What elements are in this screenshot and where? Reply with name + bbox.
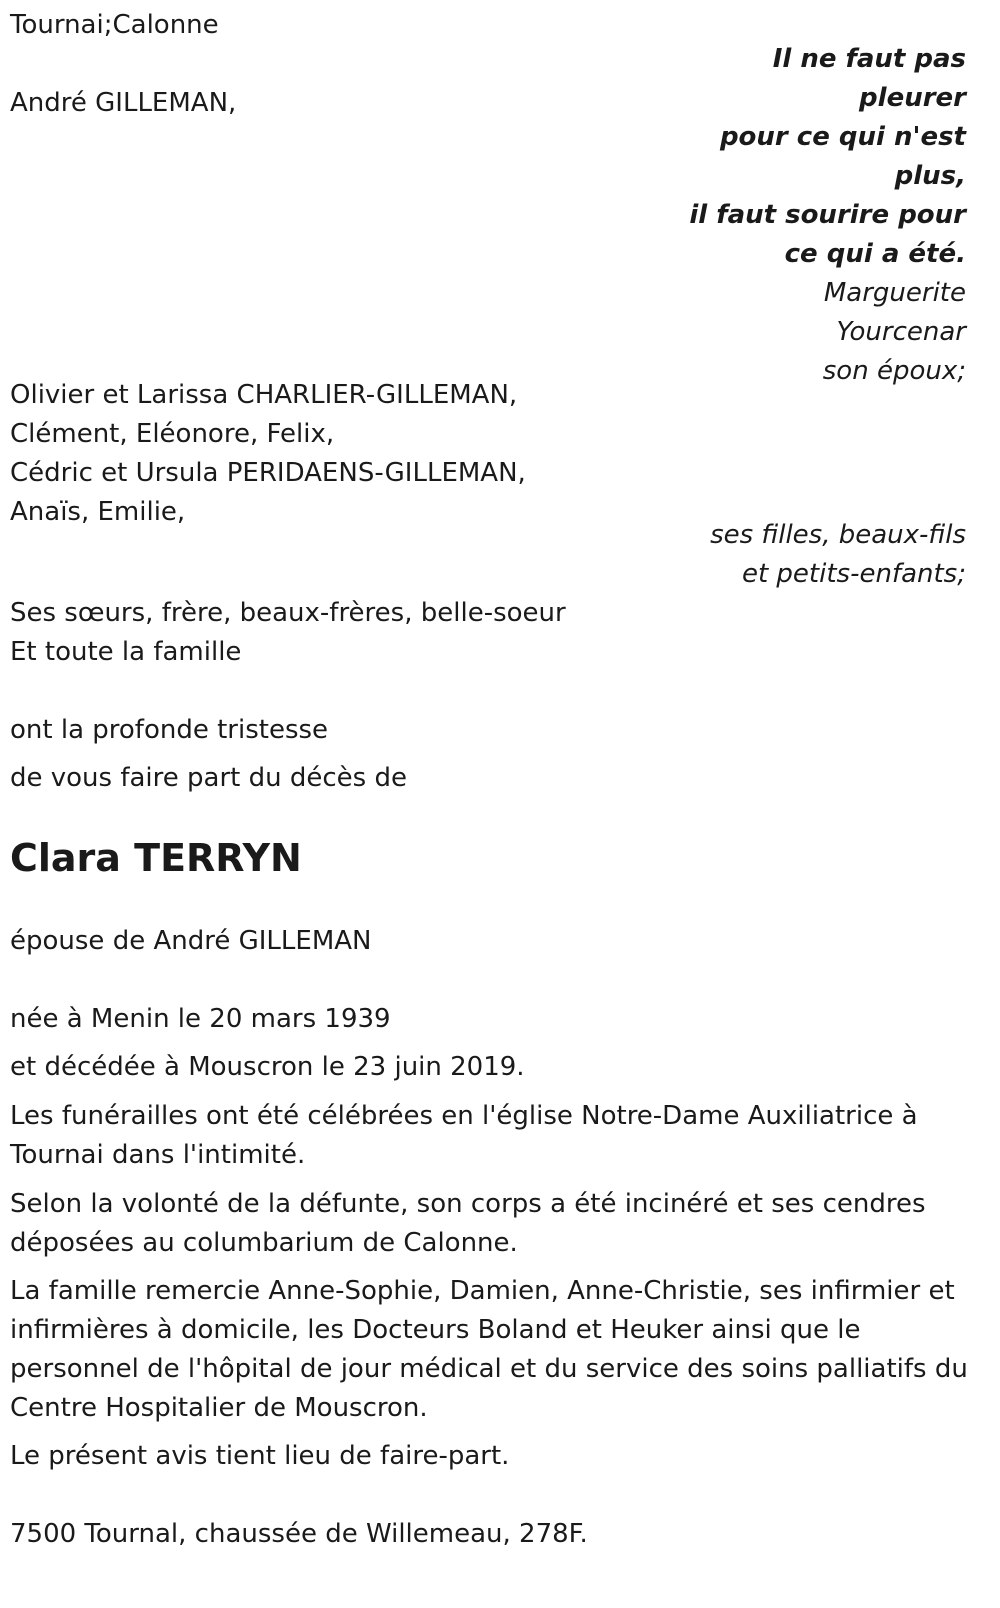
notice-paragraph: Le présent avis tient lieu de faire-part. [10, 1441, 510, 1471]
quote-author: Yourcenar [836, 317, 966, 347]
quote-line: pleurer [859, 83, 966, 113]
children-relation [710, 516, 966, 594]
quote-block [689, 40, 966, 391]
announcement-line: de vous faire part du décès de [10, 763, 407, 793]
thanks-paragraph: La famille remercie Anne-Sophie, Damien, Anne-Christie, ses infirmier et infirmières à domicile, les Docteurs Boland et Heuker ainsi que le personnel de l'hôpital de jour médical et du service des soins palliatifs du Centre Hospitalier de Mouscron. [10, 1276, 968, 1423]
children-line: Clément, Eléonore, Felix, [10, 419, 335, 449]
spouse-line: épouse de André GILLEMAN [10, 926, 372, 956]
quote-author: Marguerite [823, 278, 966, 308]
quote-line: Il ne faut pas [772, 44, 966, 74]
children-line: Olivier et Larissa CHARLIER-GILLEMAN, [10, 380, 518, 410]
children-line: Cédric et Ursula PERIDAENS-GILLEMAN, [10, 458, 526, 488]
address-line: 7500 Tournal, chaussée de Willemeau, 278F. [10, 1519, 588, 1549]
place-header: Tournai;Calonne [10, 10, 219, 40]
quote-line: il faut sourire pour [689, 200, 966, 230]
children-block [10, 376, 526, 532]
quote-line: plus, [894, 161, 966, 191]
husband-name: André GILLEMAN, [10, 88, 237, 118]
announcement-line: ont la profonde tristesse [10, 715, 329, 745]
funeral-paragraph: Les funérailles ont été célébrées en l'église Notre-Dame Auxiliatrice à Tournai dans l'intimité. [10, 1101, 918, 1170]
others-block [10, 594, 566, 672]
husband-relation: son époux; [822, 356, 966, 386]
birth-line: née à Menin le 20 mars 1939 [10, 1004, 391, 1034]
death-line: et décédée à Mouscron le 23 juin 2019. [10, 1052, 525, 1082]
cremation-paragraph: Selon la volonté de la défunte, son corps a été incinéré et ses cendres déposées au columbarium de Calonne. [10, 1189, 926, 1258]
deceased-name: Clara TERRYN [10, 836, 302, 880]
children-relation-line: ses filles, beaux-fils [710, 520, 966, 550]
children-relation-line: et petits-enfants; [741, 559, 966, 589]
quote-line: pour ce qui n'est [719, 122, 966, 152]
quote-line: ce qui a été. [784, 239, 966, 269]
others-line: Ses sœurs, frère, beaux-frères, belle-soeur [10, 598, 566, 628]
children-line: Anaïs, Emilie, [10, 497, 186, 527]
others-line: Et toute la famille [10, 637, 242, 667]
